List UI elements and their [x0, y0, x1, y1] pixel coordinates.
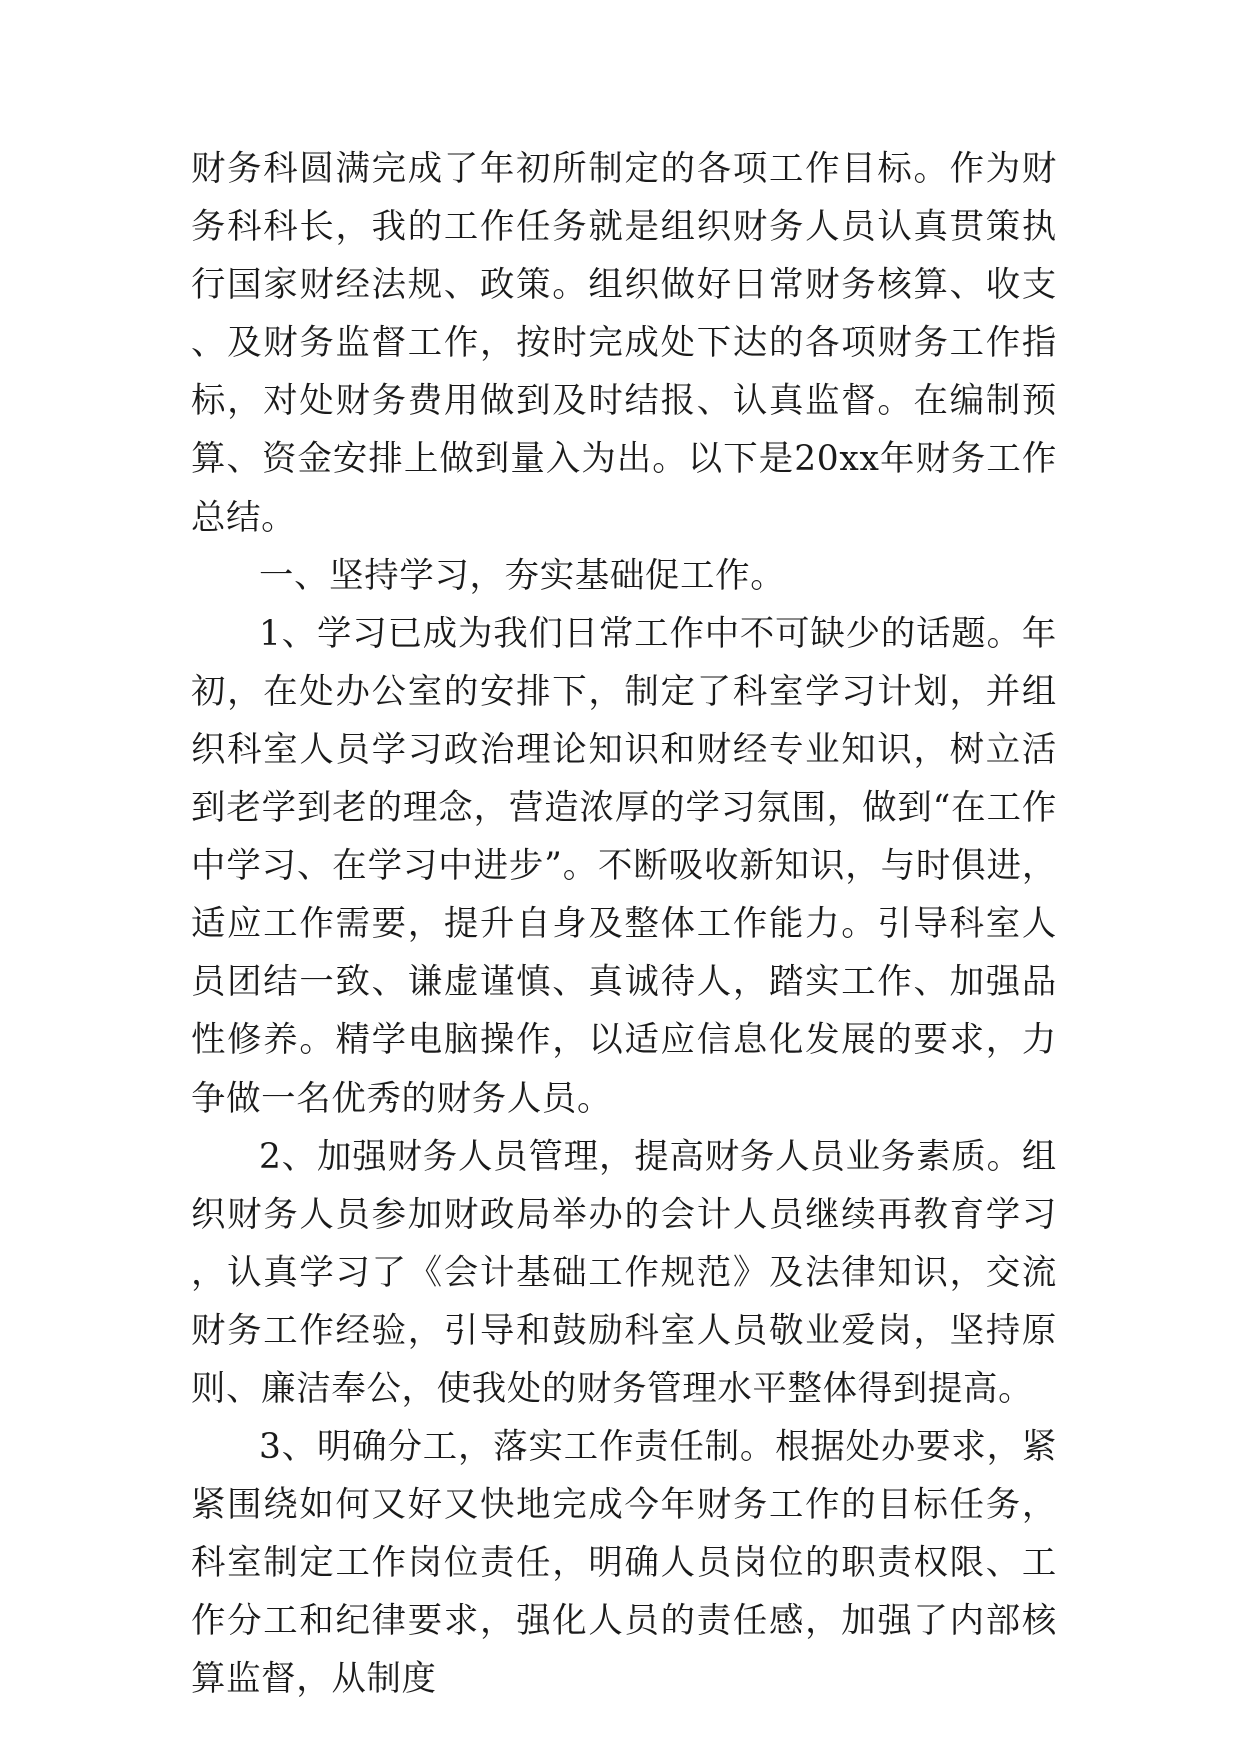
paragraph-item-2: 2、加强财务人员管理，提高财务人员业务素质。组织财务人员参加财政局举办的会计人员继续再教育学习，认真学习了《会计基础工作规范》及法律知识，交流财务工作经验，引导和鼓励科室人员敬业爱岗，坚持原则、廉洁奉公，使我处的财务管理水平整体得到提高。 [191, 1136, 1057, 1409]
paragraph-item-1: 1、学习已成为我们日常工作中不可缺少的话题。年初，在处办公室的安排下，制定了科室学习计划，并组织科室人员学习政治理论知识和财经专业知识，树立活到老学到老的理念，营造浓厚的学习氛围，做到“在工作中学习、在学习中进步”。不断吸收新知识，与时俱进，适应工作需要，提升自身及整体工作能力。引导科室人员团结一致、谦虚谨慎、真诚待人，踏实工作、加强品性修养。精学电脑操作，以适应信息化发展的要求，力争做一名优秀的财务人员。 [191, 613, 1057, 1119]
section-heading-1: 一、坚持学习，夯实基础促工作。 [259, 555, 786, 596]
paragraph-item-3: 3、明确分工，落实工作责任制。根据处办要求，紧紧围绕如何又好又快地完成今年财务工作的目标任务，科室制定工作岗位责任，明确人员岗位的职责权限、工作分工和纪律要求，强化人员的责任感，加强了内部核算监督，从制度 [191, 1427, 1057, 1700]
document-body [191, 140, 1057, 1709]
paragraph-intro: 财务科圆满完成了年初所制定的各项工作目标。作为财务科科长，我的工作任务就是组织财务人员认真贯策执行国家财经法规、政策。组织做好日常财务核算、收支、及财务监督工作，按时完成处下达的各项财务工作指标，对处财务费用做到及时结报、认真监督。在编制预算、资金安排上做到量入为出。以下是20xx年财务工作总结。 [191, 149, 1057, 538]
